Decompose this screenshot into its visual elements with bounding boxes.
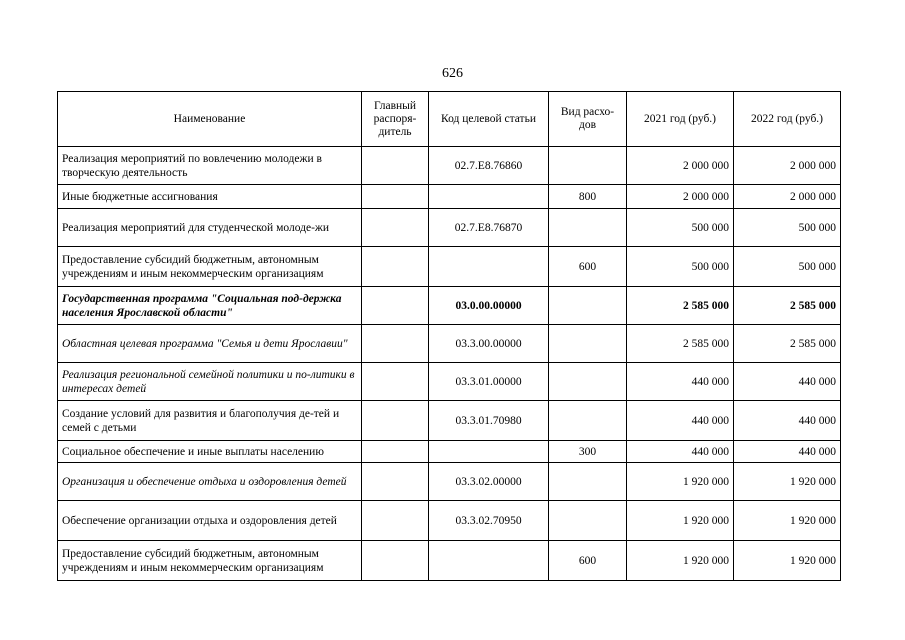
row-name: Организация и обеспечение отдыха и оздоровления детей	[58, 463, 362, 501]
row-2021: 440 000	[627, 363, 734, 401]
row-code	[429, 247, 549, 287]
row-admin	[362, 463, 429, 501]
row-2022: 440 000	[734, 441, 841, 463]
row-admin	[362, 287, 429, 325]
row-type	[549, 401, 627, 441]
row-2022: 1 920 000	[734, 463, 841, 501]
row-2021: 440 000	[627, 401, 734, 441]
header-2021: 2021 год (руб.)	[627, 92, 734, 147]
row-2022: 2 585 000	[734, 287, 841, 325]
row-name: Реализация региональной семейной политики и по-литики в интересах детей	[58, 363, 362, 401]
row-2021: 2 585 000	[627, 287, 734, 325]
header-code: Код целевой статьи	[429, 92, 549, 147]
row-code	[429, 541, 549, 581]
row-code: 02.7.E8.76870	[429, 209, 549, 247]
row-code: 02.7.E8.76860	[429, 147, 549, 185]
table-row	[58, 441, 841, 463]
row-name: Областная целевая программа "Семья и дети Ярославии"	[58, 325, 362, 363]
table-row	[58, 147, 841, 185]
table-row	[58, 401, 841, 441]
row-type	[549, 325, 627, 363]
row-name: Государственная программа "Социальная под-держка населения Ярославской области"	[58, 287, 362, 325]
row-admin	[362, 441, 429, 463]
row-admin	[362, 247, 429, 287]
row-2021: 2 000 000	[627, 147, 734, 185]
row-admin	[362, 541, 429, 581]
row-2021: 1 920 000	[627, 501, 734, 541]
table-header-row	[58, 92, 841, 147]
row-2022: 1 920 000	[734, 501, 841, 541]
table-row	[58, 501, 841, 541]
row-admin	[362, 147, 429, 185]
row-type: 600	[549, 247, 627, 287]
row-2022: 500 000	[734, 209, 841, 247]
row-name: Создание условий для развития и благополучия де-тей и семей с детьми	[58, 401, 362, 441]
row-2022: 500 000	[734, 247, 841, 287]
row-code: 03.3.01.70980	[429, 401, 549, 441]
row-admin	[362, 363, 429, 401]
row-type: 600	[549, 541, 627, 581]
row-name: Предоставление субсидий бюджетным, автономным учреждениям и иным некоммерческим организациям	[58, 541, 362, 581]
budget-table	[57, 91, 841, 581]
row-type	[549, 363, 627, 401]
row-2021: 500 000	[627, 247, 734, 287]
row-name: Обеспечение организации отдыха и оздоровления детей	[58, 501, 362, 541]
row-code: 03.3.02.70950	[429, 501, 549, 541]
row-type	[549, 501, 627, 541]
row-2022: 440 000	[734, 401, 841, 441]
row-2021: 440 000	[627, 441, 734, 463]
row-admin	[362, 401, 429, 441]
row-2022: 2 000 000	[734, 147, 841, 185]
row-2021: 1 920 000	[627, 541, 734, 581]
table-row	[58, 541, 841, 581]
row-2021: 500 000	[627, 209, 734, 247]
row-code: 03.3.00.00000	[429, 325, 549, 363]
row-admin	[362, 501, 429, 541]
header-2022: 2022 год (руб.)	[734, 92, 841, 147]
row-admin	[362, 185, 429, 209]
table-row	[58, 325, 841, 363]
row-2021: 2 000 000	[627, 185, 734, 209]
header-admin: Главный распоря-дитель	[362, 92, 429, 147]
table-row	[58, 363, 841, 401]
row-type: 300	[549, 441, 627, 463]
header-name: Наименование	[58, 92, 362, 147]
row-type: 800	[549, 185, 627, 209]
row-admin	[362, 325, 429, 363]
page-number: 626	[442, 66, 463, 81]
header-type: Вид расхо-дов	[549, 92, 627, 147]
row-type	[549, 209, 627, 247]
table-row	[58, 185, 841, 209]
row-type	[549, 463, 627, 501]
row-2022: 2 000 000	[734, 185, 841, 209]
row-admin	[362, 209, 429, 247]
row-code: 03.0.00.00000	[429, 287, 549, 325]
row-name: Иные бюджетные ассигнования	[58, 185, 362, 209]
row-code: 03.3.02.00000	[429, 463, 549, 501]
table-body	[58, 147, 841, 581]
row-2022: 440 000	[734, 363, 841, 401]
row-code: 03.3.01.00000	[429, 363, 549, 401]
row-code	[429, 441, 549, 463]
row-type	[549, 147, 627, 185]
table-row	[58, 463, 841, 501]
row-name: Социальное обеспечение и иные выплаты населению	[58, 441, 362, 463]
row-2022: 2 585 000	[734, 325, 841, 363]
table-row	[58, 209, 841, 247]
table-row	[58, 287, 841, 325]
row-name: Реализация мероприятий по вовлечению молодежи в творческую деятельность	[58, 147, 362, 185]
row-2021: 1 920 000	[627, 463, 734, 501]
row-2021: 2 585 000	[627, 325, 734, 363]
row-2022: 1 920 000	[734, 541, 841, 581]
row-type	[549, 287, 627, 325]
row-code	[429, 185, 549, 209]
table-row	[58, 247, 841, 287]
row-name: Реализация мероприятий для студенческой молоде-жи	[58, 209, 362, 247]
row-name: Предоставление субсидий бюджетным, автономным учреждениям и иным некоммерческим организациям	[58, 247, 362, 287]
